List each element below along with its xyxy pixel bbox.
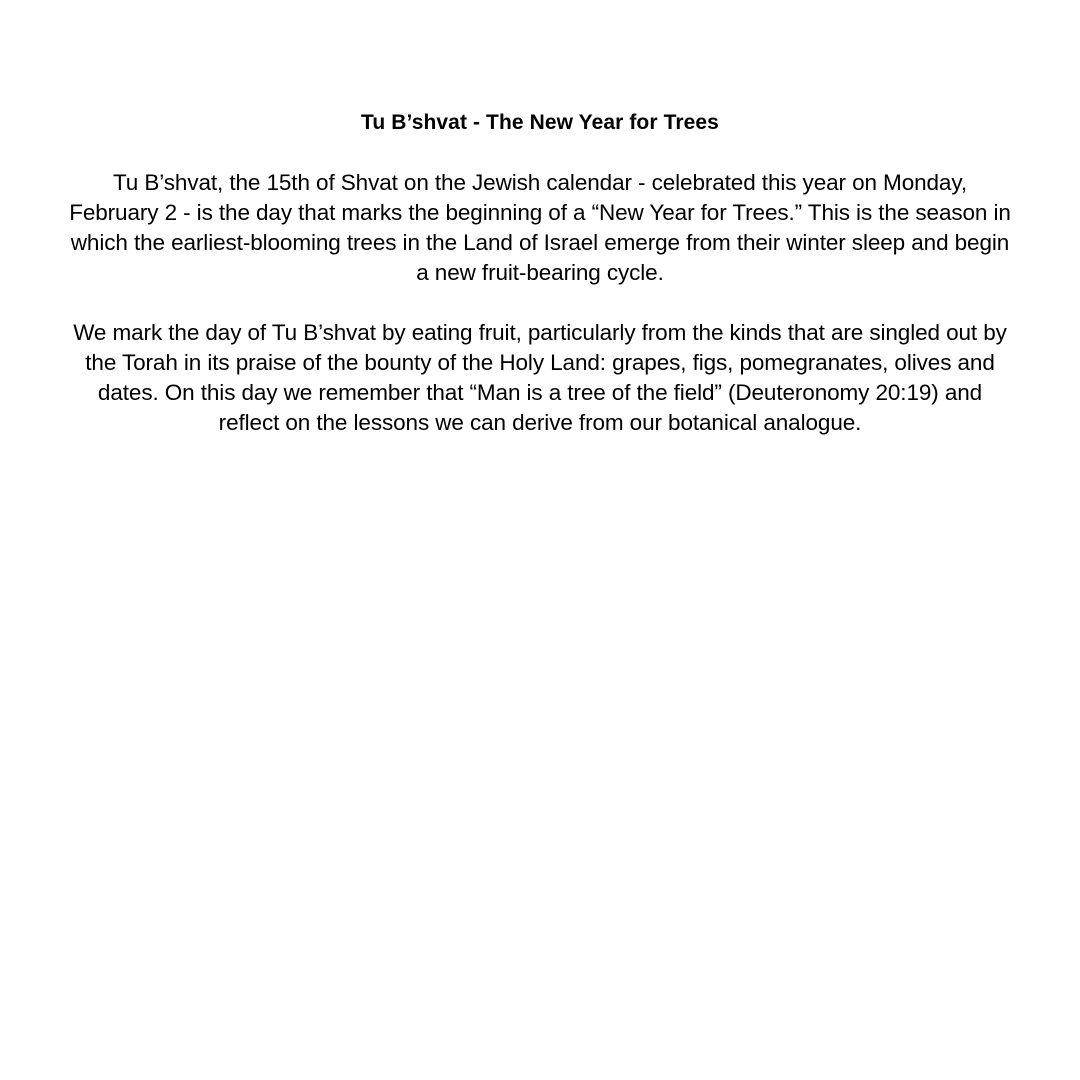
body-paragraph-1: Tu B’shvat, the 15th of Shvat on the Jewish calendar - celebrated this year on Monday, February 2 - is the day that marks the beginning of a “New Year for Trees.” This is the season in which the earliest-blooming trees in the Land of Israel emerge from their winter sleep and begin a new fruit-bearing cycle. xyxy=(69,170,1011,285)
body-paragraph-2: We mark the day of Tu B’shvat by eating fruit, particularly from the kinds that are singled out by the Torah in its praise of the bounty of the Holy Land: grapes, figs, pomegranates, olives and dates. On this day we remember that “Man is a tree of the field” (Deuteronomy 20:19) and reflect on the lessons we can derive from our botanical analogue. xyxy=(73,320,1007,435)
title-body-spacer xyxy=(66,138,1014,168)
page-title: Tu B’shvat - The New Year for Trees xyxy=(361,111,719,134)
paragraph-spacer xyxy=(66,288,1014,318)
